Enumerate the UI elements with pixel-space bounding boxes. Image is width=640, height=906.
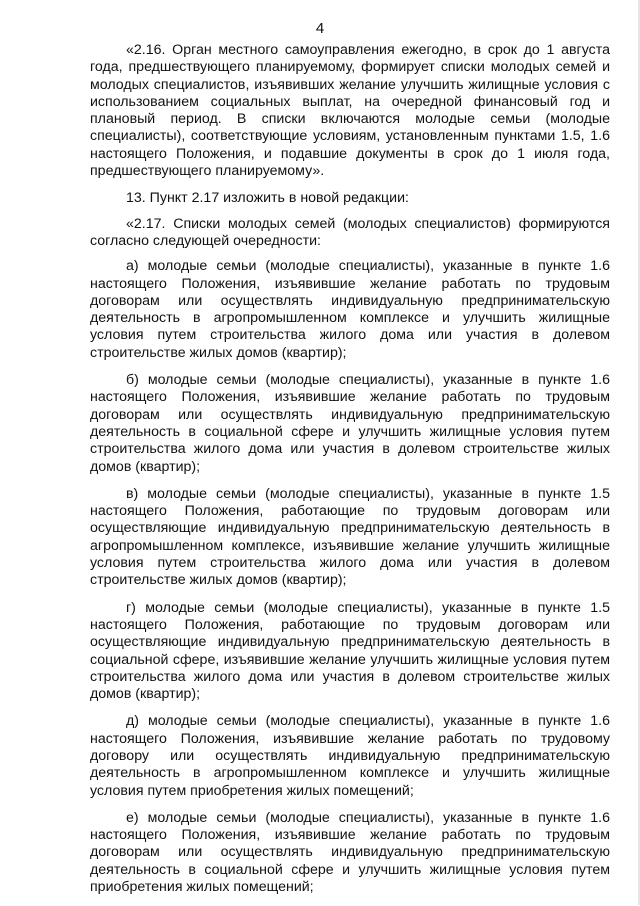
document-body <box>90 42 610 906</box>
page-number: 4 <box>315 20 325 37</box>
paragraph-2-17-intro: «2.17. Списки молодых семей (молодых специалистов) формируются согласно следующей очередности: <box>90 215 610 249</box>
list-item-v: в) молодые семьи (молодые специалисты), указанные в пункте 1.5 настоящего Положения, работающие по трудовым договорам или осуществляющие индивидуальную предпринимательскую деятельность в агропромышленном комплексе, изъявившие желание улучшить жилищные условия путем строительства жилого дома или участия в долевом строительстве жилых домов (квартир); <box>90 485 610 589</box>
list-item-b: б) молодые семьи (молодые специалисты), указанные в пункте 1.6 настоящего Положения, изъявившие желание работать по трудовым договорам или осуществлять индивидуальную предпринимательскую деятельность в социальной сфере и улучшить жилищные условия путем строительства жилого дома или участия в долевом строительстве жилых домов (квартир); <box>90 372 610 475</box>
list-item-d: д) молодые семьи (молодые специалисты), указанные в пункте 1.6 настоящего Положения, изъявившие желание работать по трудовому договору или осуществлять индивидуальную предпринимательскую деятельность в агропромышленном комплексе и улучшить жилищные условия путем приобретения жилых помещений; <box>90 713 610 799</box>
list-item-g: г) молодые семьи (молодые специалисты), указанные в пункте 1.5 настоящего Положения, работающие по трудовым договорам или осуществляющие индивидуальную предпринимательскую деятельность в социальной сфере, изъявившие желание улучшить жилищные условия путем строительства жилого дома или участия в долевом строительстве жилых домов (квартир); <box>90 599 610 703</box>
list-item-e: е) молодые семьи (молодые специалисты), указанные в пункте 1.6 настоящего Положения, изъявившие желание работать по трудовым договорам или осуществлять индивидуальную предпринимательскую деятельность в социальной сфере и улучшить жилищные условия путем приобретения жилых помещений; <box>90 809 610 896</box>
paragraph-item-13: 13. Пункт 2.17 изложить в новой редакции: <box>126 190 409 207</box>
paragraph-2-16: «2.16. Орган местного самоуправления ежегодно, в срок до 1 августа года, предшествующего планируемому, формирует списки молодых семей и молодых специалистов, изъявивших желание улучшить жилищные условия с использованием социальных выплат, на очередной финансовый год и плановый период. В списки включаются молодые семьи (молодые специалисты), соответствующие условиям, установленным пунктами 1.5, 1.6 настоящего Положения, и подавшие документы в срок до 1 июля года, предшествующего планируемому». <box>90 42 610 180</box>
list-item-a: а) молодые семьи (молодые специалисты), указанные в пункте 1.6 настоящего Положения, изъявившие желание работать по трудовым договорам или осуществлять индивидуальную предпринимательскую деятельность в агропромышленном комплексе и улучшить жилищные условия путем строительства жилого дома или участия в долевом строительстве жилых домов (квартир); <box>90 258 610 361</box>
